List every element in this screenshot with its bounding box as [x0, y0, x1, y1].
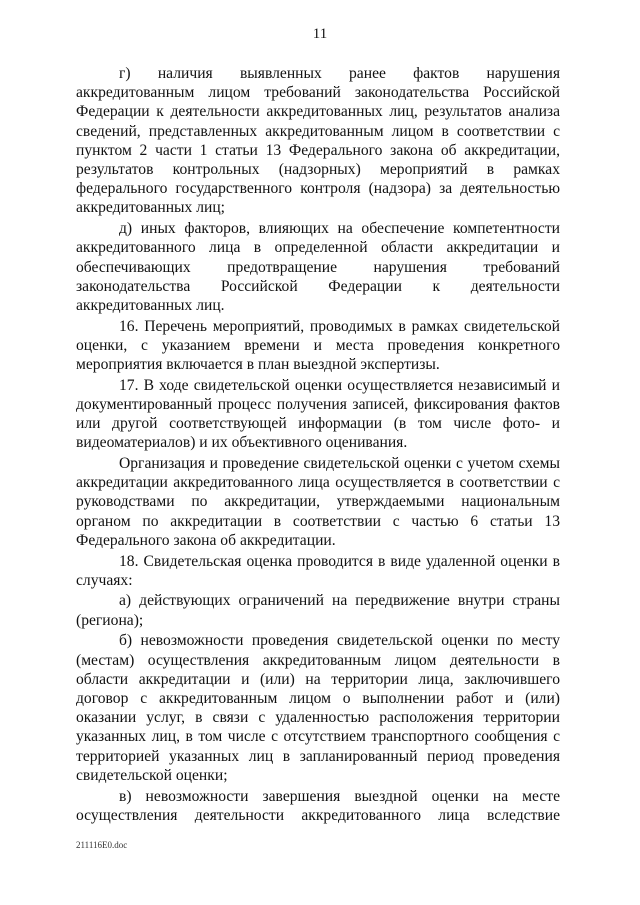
- paragraph-18-b: б) невозможности проведения свидетельской оценки по месту (местам) осуществления аккредитованным лицом деятельности в области аккредитации и (или) на территории лица, заключившего договор с аккредитованным лицом о выполнении работ и (или) оказании услуг, в связи с удаленностью расположения территории указанных лиц, в том числе с отсутствием транспортного сообщения с территорией указанных лиц в запланированный период проведения свидетельской оценки;: [76, 632, 560, 784]
- paragraph-17-organization: Организация и проведение свидетельской оценки с учетом схемы аккредитации аккредитованного лица осуществляется в соответствии с руководствами по аккредитации, утверждаемыми национальным органом по аккредитации в соответствии с частью 6 статьи 13 Федерального закона об аккредитации.: [76, 455, 560, 549]
- paragraph-16: 16. Перечень мероприятий, проводимых в рамках свидетельской оценки, с указанием времени и места проведения конкретного мероприятия включается в план выездной экспертизы.: [76, 317, 560, 374]
- paragraph-18-v: в) невозможности завершения выездной оценки на месте осуществления деятельности аккредитованного лица вследствие: [76, 787, 560, 824]
- paragraph-18-a: а) действующих ограничений на передвижение внутри страны (региона);: [76, 592, 560, 629]
- page-number: 11: [312, 26, 328, 42]
- paragraph-g-factors: г) наличия выявленных ранее фактов нарушения аккредитованным лицом требований законодательства Российской Федерации к деятельности аккредитованных лиц, результатов анализа сведений, представленных аккредитованным лицом в соответствии с пунктом 2 части 1 статьи 13 Федерального закона об аккредитации, результатов контрольных (надзорных) мероприятий в рамках федерального государственного контроля (надзора) за деятельностью аккредитованных лиц;: [76, 65, 560, 217]
- paragraph-18: 18. Свидетельская оценка проводится в виде удаленной оценки в случаях:: [76, 552, 560, 589]
- footer-file-code: 211116E0.doc: [76, 840, 128, 850]
- paragraph-17: 17. В ходе свидетельской оценки осуществляется независимый и документированный процесс получения записей, фиксирования фактов или другой соответствующей информации (в том числе фото- и видеоматериалов) и их объективного оценивания.: [76, 376, 560, 452]
- document-body: [76, 64, 560, 826]
- paragraph-d-other-factors: д) иных факторов, влияющих на обеспечение компетентности аккредитованного лица в определенной области аккредитации и обеспечивающих предотвращение нарушения требований законодательства Российской Федерации к деятельности аккредитованных лиц.: [76, 220, 560, 314]
